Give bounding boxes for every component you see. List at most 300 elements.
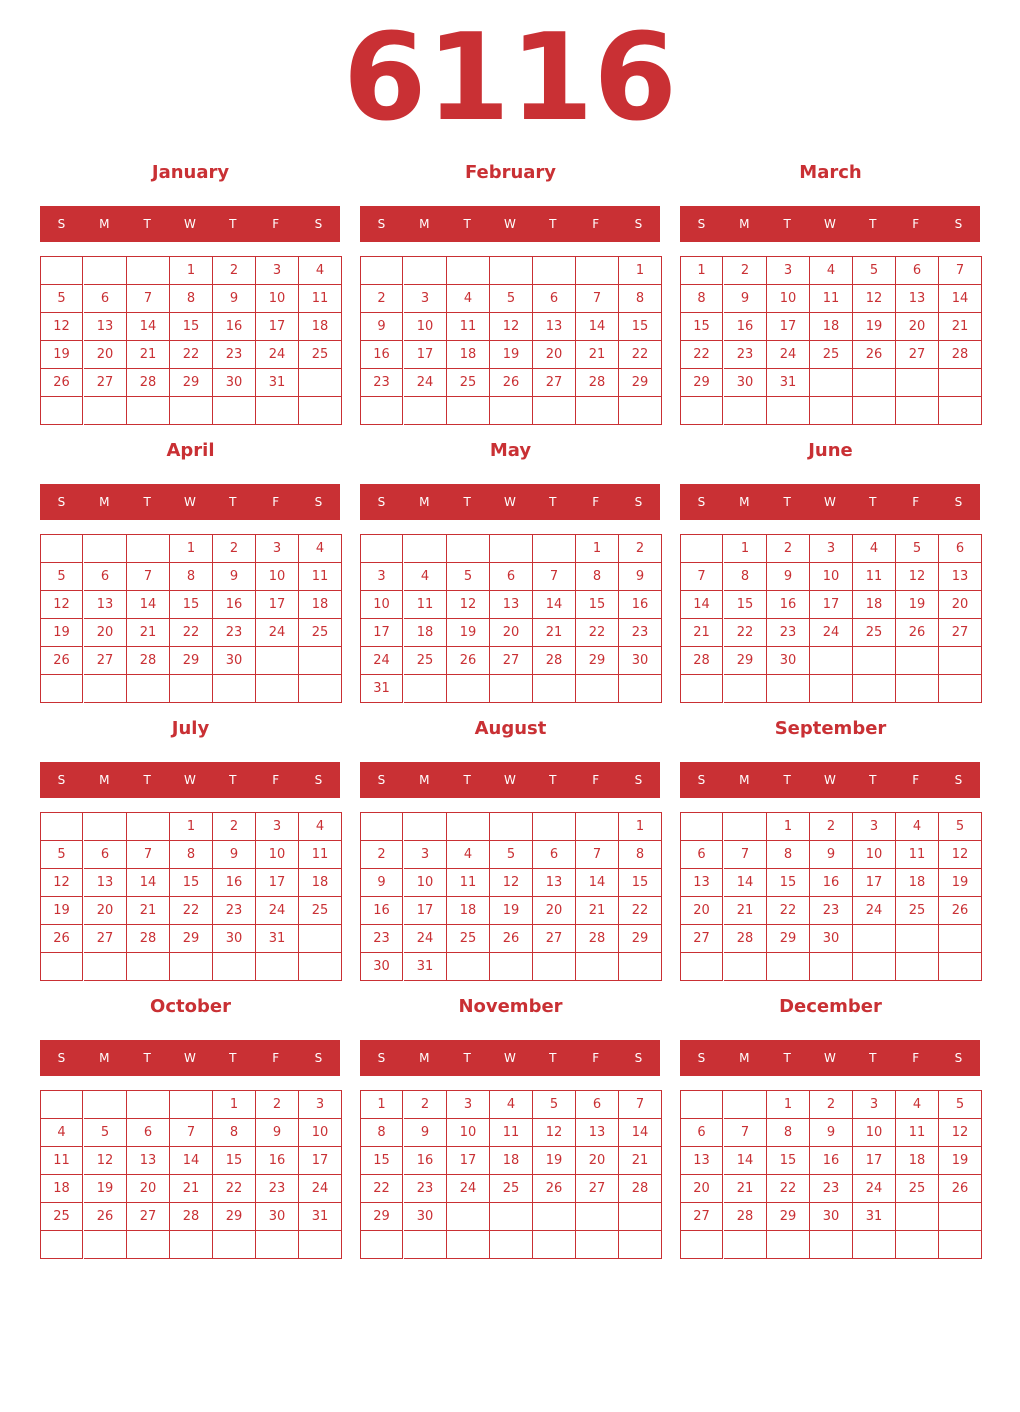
day-cell: 18	[896, 869, 939, 897]
weekday-label: W	[184, 217, 196, 231]
day-cell: 7	[533, 563, 576, 591]
day-cell	[619, 1203, 662, 1231]
weekday-label: F	[272, 773, 280, 787]
day-cell: 31	[299, 1203, 342, 1231]
weekday-header	[40, 762, 340, 798]
day-cell: 29	[619, 369, 662, 397]
day-cell	[853, 925, 896, 953]
day-cell: 7	[576, 285, 619, 313]
day-cell: 9	[724, 285, 767, 313]
day-cell: 24	[299, 1175, 342, 1203]
day-cell: 17	[853, 1147, 896, 1175]
day-cell	[170, 1091, 213, 1119]
day-cell	[490, 535, 533, 563]
day-cell: 15	[170, 591, 213, 619]
day-cell: 23	[619, 619, 662, 647]
day-cell: 30	[724, 369, 767, 397]
day-cell: 4	[810, 257, 853, 285]
day-cell: 31	[361, 675, 403, 703]
day-cell: 30	[767, 647, 810, 675]
day-cell: 15	[170, 869, 213, 897]
day-cell: 29	[170, 925, 213, 953]
weekday-label: F	[912, 495, 920, 509]
day-cell: 4	[896, 813, 939, 841]
day-cell: 18	[299, 591, 342, 619]
day-cell	[490, 675, 533, 703]
day-cell	[127, 397, 170, 425]
day-cell	[533, 1231, 576, 1259]
day-cell: 8	[213, 1119, 256, 1147]
day-cell: 18	[490, 1147, 533, 1175]
weekday-label: F	[592, 217, 600, 231]
day-cell: 10	[256, 841, 299, 869]
day-cell	[853, 397, 896, 425]
weekday-label: W	[184, 773, 196, 787]
weekday-header	[360, 206, 660, 242]
day-cell: 4	[299, 535, 342, 563]
day-cell: 25	[896, 1175, 939, 1203]
weekday-label: T	[783, 495, 791, 509]
day-cell: 23	[361, 369, 403, 397]
weekday-label: S	[634, 773, 643, 787]
day-cell: 27	[84, 647, 127, 675]
day-cell	[299, 397, 342, 425]
day-cell: 7	[939, 257, 982, 285]
weekday-label: T	[143, 773, 151, 787]
day-cell: 16	[361, 341, 403, 369]
day-cell	[853, 953, 896, 981]
days-grid	[680, 1090, 982, 1259]
day-cell: 3	[447, 1091, 490, 1119]
weekday-label: M	[99, 217, 110, 231]
day-cell: 19	[41, 619, 83, 647]
day-cell: 8	[170, 285, 213, 313]
weekday-label: S	[314, 217, 323, 231]
day-cell: 12	[853, 285, 896, 313]
weekday-label: W	[824, 495, 836, 509]
day-cell	[404, 535, 447, 563]
day-cell: 6	[127, 1119, 170, 1147]
day-cell: 27	[84, 925, 127, 953]
weekday-label: S	[314, 1051, 323, 1065]
day-cell: 14	[533, 591, 576, 619]
day-cell: 23	[213, 341, 256, 369]
month-name: January	[151, 162, 230, 183]
day-cell	[361, 1231, 403, 1259]
day-cell	[724, 1231, 767, 1259]
day-cell: 30	[361, 953, 403, 981]
day-cell	[84, 953, 127, 981]
day-cell: 24	[256, 619, 299, 647]
day-cell	[41, 1091, 83, 1119]
day-cell: 3	[256, 535, 299, 563]
day-cell: 30	[810, 925, 853, 953]
day-cell	[576, 1203, 619, 1231]
day-cell: 28	[681, 647, 723, 675]
days-grid	[680, 256, 982, 425]
weekday-label: F	[912, 1051, 920, 1065]
day-cell: 19	[939, 1147, 982, 1175]
day-cell: 7	[127, 285, 170, 313]
day-cell	[681, 813, 723, 841]
day-cell: 16	[404, 1147, 447, 1175]
day-cell	[41, 257, 83, 285]
day-cell: 2	[361, 285, 403, 313]
day-cell: 22	[619, 897, 662, 925]
day-cell: 5	[939, 813, 982, 841]
day-cell: 9	[810, 841, 853, 869]
weekday-label: M	[739, 773, 750, 787]
weekday-label: W	[504, 773, 516, 787]
weekday-label: T	[783, 773, 791, 787]
day-cell: 6	[490, 563, 533, 591]
day-cell: 25	[41, 1203, 83, 1231]
day-cell: 1	[767, 1091, 810, 1119]
day-cell	[533, 1203, 576, 1231]
day-cell	[939, 675, 982, 703]
day-cell	[533, 953, 576, 981]
day-cell: 6	[84, 841, 127, 869]
day-cell: 13	[681, 1147, 723, 1175]
day-cell: 5	[490, 285, 533, 313]
weekday-label: S	[314, 495, 323, 509]
day-cell: 13	[127, 1147, 170, 1175]
day-cell	[256, 1231, 299, 1259]
day-cell: 14	[170, 1147, 213, 1175]
day-cell: 16	[213, 591, 256, 619]
day-cell: 6	[84, 285, 127, 313]
day-cell: 17	[361, 619, 403, 647]
day-cell: 12	[84, 1147, 127, 1175]
weekday-label: T	[463, 1051, 471, 1065]
day-cell: 12	[533, 1119, 576, 1147]
day-cell: 2	[213, 257, 256, 285]
day-cell: 13	[939, 563, 982, 591]
day-cell: 3	[256, 257, 299, 285]
days-grid	[40, 812, 342, 981]
day-cell: 6	[533, 285, 576, 313]
weekday-header	[360, 762, 660, 798]
weekday-label: S	[697, 217, 706, 231]
day-cell	[853, 369, 896, 397]
day-cell: 15	[619, 313, 662, 341]
day-cell	[533, 813, 576, 841]
weekday-header	[40, 484, 340, 520]
day-cell: 28	[724, 1203, 767, 1231]
day-cell: 18	[896, 1147, 939, 1175]
day-cell: 17	[810, 591, 853, 619]
day-cell	[256, 647, 299, 675]
day-cell: 15	[767, 869, 810, 897]
day-cell: 22	[576, 619, 619, 647]
weekday-label: W	[504, 217, 516, 231]
day-cell: 11	[447, 313, 490, 341]
weekday-label: T	[143, 1051, 151, 1065]
day-cell: 6	[533, 841, 576, 869]
day-cell: 13	[533, 313, 576, 341]
day-cell: 8	[681, 285, 723, 313]
day-cell: 1	[619, 813, 662, 841]
day-cell: 19	[533, 1147, 576, 1175]
day-cell: 21	[533, 619, 576, 647]
month-name: June	[808, 440, 853, 461]
day-cell: 29	[767, 1203, 810, 1231]
day-cell: 15	[619, 869, 662, 897]
day-cell	[41, 535, 83, 563]
day-cell: 6	[84, 563, 127, 591]
day-cell	[896, 1231, 939, 1259]
day-cell	[404, 675, 447, 703]
day-cell: 28	[127, 369, 170, 397]
day-cell: 10	[404, 869, 447, 897]
days-grid	[360, 256, 662, 425]
day-cell	[681, 535, 723, 563]
day-cell	[810, 675, 853, 703]
weekday-label: T	[869, 1051, 877, 1065]
day-cell: 20	[896, 313, 939, 341]
day-cell: 10	[256, 563, 299, 591]
day-cell	[127, 1091, 170, 1119]
weekday-header	[680, 762, 980, 798]
weekday-label: T	[549, 1051, 557, 1065]
day-cell: 7	[724, 1119, 767, 1147]
day-cell	[939, 953, 982, 981]
days-grid	[40, 256, 342, 425]
weekday-label: M	[739, 217, 750, 231]
day-cell	[767, 397, 810, 425]
day-cell	[361, 535, 403, 563]
day-cell: 22	[213, 1175, 256, 1203]
day-cell: 12	[939, 1119, 982, 1147]
day-cell: 10	[810, 563, 853, 591]
month-name: August	[474, 718, 547, 739]
day-cell	[447, 675, 490, 703]
weekday-label: S	[634, 1051, 643, 1065]
day-cell: 26	[533, 1175, 576, 1203]
day-cell	[84, 813, 127, 841]
day-cell: 18	[810, 313, 853, 341]
day-cell: 26	[41, 925, 83, 953]
day-cell	[724, 1091, 767, 1119]
day-cell: 25	[490, 1175, 533, 1203]
day-cell	[490, 813, 533, 841]
weekday-label: T	[869, 217, 877, 231]
day-cell: 19	[447, 619, 490, 647]
day-cell: 14	[127, 591, 170, 619]
day-cell: 15	[361, 1147, 403, 1175]
day-cell: 26	[490, 925, 533, 953]
day-cell: 23	[724, 341, 767, 369]
day-cell: 2	[810, 1091, 853, 1119]
day-cell: 28	[619, 1175, 662, 1203]
day-cell	[127, 535, 170, 563]
day-cell	[404, 397, 447, 425]
day-cell	[213, 397, 256, 425]
day-cell	[533, 257, 576, 285]
day-cell: 25	[299, 897, 342, 925]
day-cell: 13	[84, 313, 127, 341]
day-cell: 2	[361, 841, 403, 869]
day-cell: 10	[299, 1119, 342, 1147]
day-cell: 21	[576, 897, 619, 925]
day-cell: 28	[939, 341, 982, 369]
day-cell: 29	[724, 647, 767, 675]
day-cell: 13	[490, 591, 533, 619]
day-cell: 23	[361, 925, 403, 953]
month-name: February	[464, 162, 557, 183]
day-cell: 26	[447, 647, 490, 675]
day-cell	[361, 257, 403, 285]
month-name: December	[779, 996, 882, 1017]
weekday-label: S	[377, 773, 386, 787]
day-cell: 18	[853, 591, 896, 619]
day-cell: 11	[853, 563, 896, 591]
day-cell	[853, 1231, 896, 1259]
day-cell: 17	[447, 1147, 490, 1175]
day-cell: 16	[256, 1147, 299, 1175]
day-cell	[681, 675, 723, 703]
weekday-label: S	[634, 217, 643, 231]
day-cell	[810, 369, 853, 397]
day-cell: 5	[41, 841, 83, 869]
day-cell: 8	[724, 563, 767, 591]
day-cell: 26	[939, 897, 982, 925]
day-cell: 30	[213, 369, 256, 397]
day-cell: 20	[127, 1175, 170, 1203]
day-cell: 2	[213, 535, 256, 563]
day-cell: 21	[681, 619, 723, 647]
day-cell	[810, 953, 853, 981]
day-cell	[939, 397, 982, 425]
day-cell: 9	[361, 869, 403, 897]
day-cell: 20	[681, 897, 723, 925]
day-cell	[681, 1231, 723, 1259]
day-cell: 31	[256, 369, 299, 397]
day-cell	[41, 1231, 83, 1259]
day-cell: 23	[404, 1175, 447, 1203]
day-cell: 4	[299, 813, 342, 841]
day-cell: 8	[576, 563, 619, 591]
day-cell: 4	[896, 1091, 939, 1119]
day-cell: 22	[767, 1175, 810, 1203]
day-cell: 27	[681, 925, 723, 953]
day-cell: 28	[724, 925, 767, 953]
day-cell	[896, 675, 939, 703]
day-cell	[127, 257, 170, 285]
day-cell: 1	[619, 257, 662, 285]
day-cell: 18	[404, 619, 447, 647]
weekday-label: S	[57, 1051, 66, 1065]
day-cell: 18	[299, 869, 342, 897]
day-cell: 5	[41, 563, 83, 591]
day-cell: 10	[361, 591, 403, 619]
day-cell	[213, 953, 256, 981]
day-cell	[490, 1203, 533, 1231]
day-cell: 22	[724, 619, 767, 647]
day-cell: 7	[681, 563, 723, 591]
day-cell: 21	[939, 313, 982, 341]
day-cell: 16	[810, 869, 853, 897]
day-cell: 23	[810, 897, 853, 925]
weekday-header	[680, 484, 980, 520]
day-cell: 4	[447, 285, 490, 313]
day-cell: 17	[256, 591, 299, 619]
weekday-header	[40, 206, 340, 242]
weekday-label: S	[697, 1051, 706, 1065]
day-cell: 26	[490, 369, 533, 397]
day-cell: 13	[84, 869, 127, 897]
day-cell: 6	[939, 535, 982, 563]
day-cell: 27	[939, 619, 982, 647]
day-cell: 2	[767, 535, 810, 563]
day-cell: 9	[213, 563, 256, 591]
day-cell: 20	[84, 341, 127, 369]
day-cell: 8	[619, 841, 662, 869]
day-cell: 17	[404, 897, 447, 925]
day-cell	[256, 675, 299, 703]
weekday-label: M	[99, 773, 110, 787]
weekday-label: F	[912, 217, 920, 231]
weekday-header	[40, 1040, 340, 1076]
day-cell: 31	[853, 1203, 896, 1231]
day-cell: 17	[853, 869, 896, 897]
weekday-label: T	[783, 217, 791, 231]
day-cell: 3	[853, 1091, 896, 1119]
days-grid	[680, 534, 982, 703]
day-cell: 21	[127, 341, 170, 369]
day-cell: 22	[681, 341, 723, 369]
weekday-label: T	[229, 1051, 237, 1065]
day-cell	[213, 675, 256, 703]
day-cell: 28	[533, 647, 576, 675]
weekday-label: S	[314, 773, 323, 787]
day-cell: 4	[299, 257, 342, 285]
day-cell: 15	[681, 313, 723, 341]
day-cell: 18	[299, 313, 342, 341]
month-name: April	[166, 440, 215, 461]
day-cell	[896, 1203, 939, 1231]
day-cell	[127, 675, 170, 703]
day-cell	[490, 953, 533, 981]
weekday-label: S	[697, 773, 706, 787]
day-cell: 4	[41, 1119, 83, 1147]
day-cell	[576, 953, 619, 981]
day-cell: 1	[170, 257, 213, 285]
day-cell: 1	[767, 813, 810, 841]
day-cell: 20	[84, 619, 127, 647]
day-cell: 8	[767, 1119, 810, 1147]
day-cell: 13	[681, 869, 723, 897]
weekday-label: F	[272, 495, 280, 509]
weekday-label: T	[549, 495, 557, 509]
day-cell	[853, 647, 896, 675]
day-cell	[767, 953, 810, 981]
day-cell: 9	[256, 1119, 299, 1147]
day-cell: 12	[490, 313, 533, 341]
weekday-label: S	[954, 773, 963, 787]
day-cell	[84, 1091, 127, 1119]
month-name: July	[171, 718, 210, 739]
day-cell	[619, 953, 662, 981]
day-cell: 30	[619, 647, 662, 675]
day-cell: 11	[299, 563, 342, 591]
weekday-label: T	[783, 1051, 791, 1065]
month-name: October	[150, 996, 231, 1017]
day-cell: 27	[681, 1203, 723, 1231]
day-cell: 19	[490, 897, 533, 925]
day-cell: 4	[853, 535, 896, 563]
day-cell: 24	[361, 647, 403, 675]
